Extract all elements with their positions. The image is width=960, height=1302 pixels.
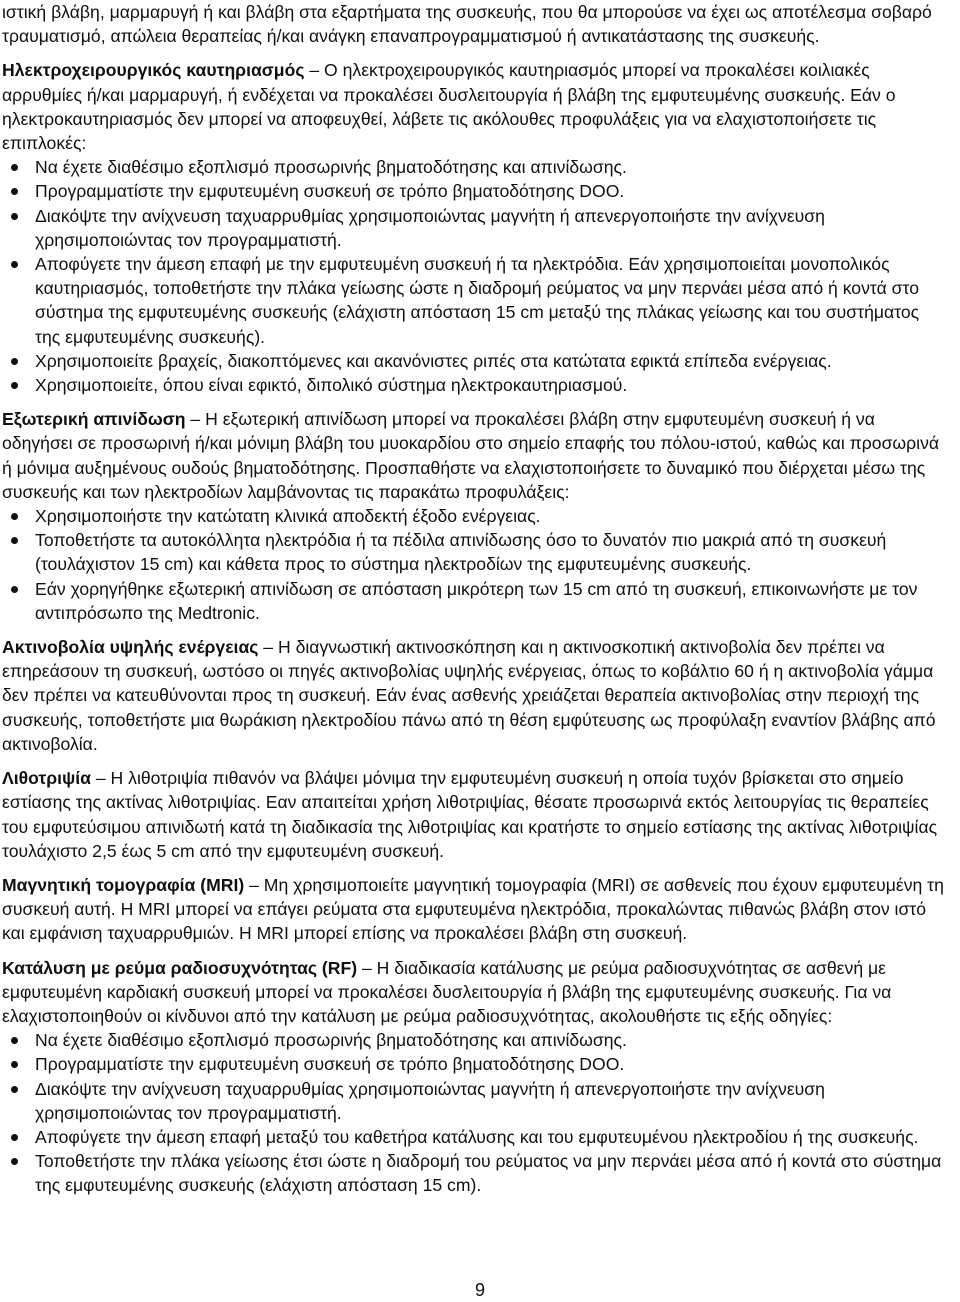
- heading-separator: –: [258, 637, 278, 658]
- list-item: Αποφύγετε την άμεση επαφή μεταξύ του καθετήρα κατάλυσης και του εμφυτευμένου ηλεκτροδίου ή της συσκευής.: [2, 1125, 946, 1149]
- list-item: Χρησιμοποιείτε βραχείς, διακοπτόμενες και ακανόνιστες ριπές στα κατώτατα εφικτά επίπεδα ενέργειας.: [2, 349, 946, 373]
- section: [2, 766, 946, 863]
- section-text: Η λιθοτριψία πιθανόν να βλάψει μόνιμα την εμφυτευμένη συσκευή η οποία τυχόν βρίσκεται στο σημείο εστίασης της ακτίνας λιθοτριψίας. Εαν απαιτείται χρήση λιθοτριψίας, θέσατε προσωρινά εκτός λειτουργίας τις θεραπείες του εμφυτεύσιμου απινιδωτή κατά τη διαδικασία της λιθοτριψίας και κρατήστε το σημείο εστίασης της ακτίνας λιθοτριψίας τουλάχιστο 2,5 έως 5 cm από την εμφυτευμένη συσκευή.: [2, 768, 938, 861]
- section-heading: Ηλεκτροχειρουργικός καυτηριασμός: [2, 60, 305, 81]
- list-item: Τοποθετήστε τα αυτοκόλλητα ηλεκτρόδια ή τα πέδιλα απινίδωσης όσο το δυνατόν πιο μακριά από τη συσκευή (τουλάχιστον 15 cm) και κάθετα προς το σύστημα ηλεκτροδίων της εμφυτευμένης συσκευής.: [2, 528, 946, 576]
- section: [2, 956, 946, 1198]
- section: [2, 58, 946, 397]
- list-item: Διακόψτε την ανίχνευση ταχυαρρυθμίας χρησιμοποιώντας μαγνήτη ή απενεργοποιήστε την ανίχνευση χρησιμοποιώντας τον προγραμματιστή.: [2, 204, 946, 252]
- list-item: Να έχετε διαθέσιμο εξοπλισμό προσωρινής βηματοδότησης και απινίδωσης.: [2, 155, 946, 179]
- section: [2, 635, 946, 756]
- section-paragraph: [2, 873, 946, 946]
- section-heading: Ακτινοβολία υψηλής ενέργειας: [2, 637, 259, 658]
- page-number: 9: [474, 1280, 485, 1300]
- heading-separator: –: [90, 768, 111, 789]
- section-paragraph: [2, 635, 946, 756]
- section: [2, 407, 946, 625]
- section-text: Η διαδικασία κατάλυσης με ρεύμα ραδιοσυχνότητας σε ασθενή με εμφυτευμένη καρδιακή συσκευή μπορεί να προκαλέσει δυσλειτουργία ή βλάβη της εμφυτευμένης συσκευής. Για να ελαχιστοποιηθούν οι κίνδυνοι από την κατάλυση με ρεύμα ραδιοσυχνότητας, ακολουθήστε τις εξής οδηγίες:: [2, 957, 892, 1026]
- bullet-list: [2, 504, 946, 625]
- section-heading: Εξωτερική απινίδωση: [2, 409, 186, 430]
- list-item: Διακόψτε την ανίχνευση ταχυαρρυθμίας χρησιμοποιώντας μαγνήτη ή απενεργοποιήστε την ανίχνευση χρησιμοποιώντας τον προγραμματιστή.: [2, 1077, 946, 1125]
- continuation-paragraph: ιστική βλάβη, μαρμαρυγή ή και βλάβη στα εξαρτήματα της συσκευής, που θα μπορούσε να έχει ως αποτέλεσμα σοβαρό τραυματισμό, απώλεια θεραπείας ή/και ανάγκη επαναπρογραμματισμού ή αντικατάστασης της συσκευής.: [2, 2, 932, 47]
- heading-separator: –: [185, 409, 206, 430]
- heading-separator: –: [244, 874, 264, 895]
- sections-container: [2, 58, 946, 1197]
- heading-separator: –: [357, 957, 377, 978]
- section-text: Η διαγνωστική ακτινοσκόπηση και η ακτινοσκοπική ακτινοβολία δεν πρέπει να επηρεάσουν τη συσκευή, ωστόσο οι πηγές ακτινοβολίας υψηλής ενέργειας, όπως το κοβάλτιο 60 ή η ακτινοβολία γάμμα δεν πρέπει να κατευθύνονται προς τη συσκευή. Εάν ένας ασθενής χρειάζεται θεραπεία ακτινοβολίας στην περιοχή της συσκευής, τοποθετήστε μια θωράκιση ηλεκτροδίου πάνω από τη θέση εμφύτευσης ως προφύλαξη εναντίον βλάβης από ακτινοβολία.: [2, 637, 936, 754]
- list-item: Τοποθετήστε την πλάκα γείωσης έτσι ώστε η διαδρομή του ρεύματος να μην περνάει μέσα από ή κοντά στο σύστημα της εμφυτευμένης συσκευής (ελάχιστη απόσταση 15 cm).: [2, 1149, 946, 1197]
- section-paragraph: [2, 58, 946, 155]
- bullet-list: [2, 155, 946, 397]
- section-paragraph: [2, 766, 946, 863]
- section-heading: Μαγνητική τομογραφία (MRI): [2, 874, 245, 895]
- list-item: Εάν χορηγήθηκε εξωτερική απινίδωση σε απόσταση μικρότερη των 15 cm από τη συσκευή, επικοινωνήστε με τον αντιπρόσωπο της Medtronic.: [2, 577, 946, 625]
- section-paragraph: [2, 956, 946, 1029]
- section-text: Μη χρησιμοποιείτε μαγνητική τομογραφία (MRI) σε ασθενείς που έχουν εμφυτευμένη τη συσκευή αυτή. Η MRI μπορεί να επάγει ρεύματα στα εμφυτευμένα ηλεκτρόδια, προκαλώντας πιθανώς βλάβη στον ιστό και εμφάνιση ταχυαρρυθμιών. Η MRI μπορεί επίσης να προκαλέσει βλάβη στη συσκευή.: [2, 874, 944, 944]
- list-item: Αποφύγετε την άμεση επαφή με την εμφυτευμένη συσκευή ή τα ηλεκτρόδια. Εάν χρησιμοποιείται μονοπολικός καυτηριασμός, τοποθετήστε την πλάκα γείωσης ώστε η διαδρομή ρεύματος να μην περνάει μέσα από ή κοντά στο σύστημα της εμφυτευμένης συσκευής (ελάχιστη απόσταση 15 cm μεταξύ της πλάκας γείωσης και του συστήματος της εμφυτευμένης συσκευής).: [2, 252, 946, 349]
- list-item: Χρησιμοποιήστε την κατώτατη κλινικά αποδεκτή έξοδο ενέργειας.: [2, 504, 946, 528]
- bullet-list: [2, 1028, 946, 1197]
- section-paragraph: [2, 407, 946, 504]
- list-item: Να έχετε διαθέσιμο εξοπλισμό προσωρινής βηματοδότησης και απινίδωσης.: [2, 1028, 946, 1052]
- section: [2, 873, 946, 946]
- list-item: Προγραμματίστε την εμφυτευμένη συσκευή σε τρόπο βηματοδότησης DOO.: [2, 1052, 946, 1076]
- section-heading: Λιθοτριψία: [2, 768, 91, 789]
- list-item: Χρησιμοποιείτε, όπου είναι εφικτό, διπολικό σύστημα ηλεκτροκαυτηριασμού.: [2, 373, 946, 397]
- section-heading: Κατάλυση με ρεύμα ραδιοσυχνότητας (RF): [2, 957, 358, 978]
- list-item: Προγραμματίστε την εμφυτευμένη συσκευή σε τρόπο βηματοδότησης DOO.: [2, 179, 946, 203]
- section-text: Η εξωτερική απινίδωση μπορεί να προκαλέσει βλάβη στην εμφυτευμένη συσκευή ή να οδηγήσει σε προσωρινή ή/και μόνιμη βλάβη του μυοκαρδίου στο σημείο επαφής του πόλου-ιστού, καθώς και προσωρινά ή μόνιμα αυξημένους ουδούς βηματοδότησης. Προσπαθήστε να ελαχιστοποιήσετε το δυναμικό που διέρχεται μέσω της συσκευής και των ηλεκτροδίων λαμβάνοντας τις παρακάτω προφυλάξεις:: [2, 409, 940, 502]
- section-text: Ο ηλεκτροχειρουργικός καυτηριασμός μπορεί να προκαλέσει κοιλιακές αρρυθμίες ή/και μαρμαρυγή, ή ενδέχεται να προκαλέσει δυσλειτουργία ή βλάβη της εμφυτευμένης συσκευής. Εάν ο ηλεκτροκαυτηριασμός δεν μπορεί να αποφευχθεί, λάβετε τις ακόλουθες προφυλάξεις για να ελαχιστοποιήσετε τις επιπλοκές:: [2, 60, 896, 154]
- heading-separator: –: [304, 60, 325, 81]
